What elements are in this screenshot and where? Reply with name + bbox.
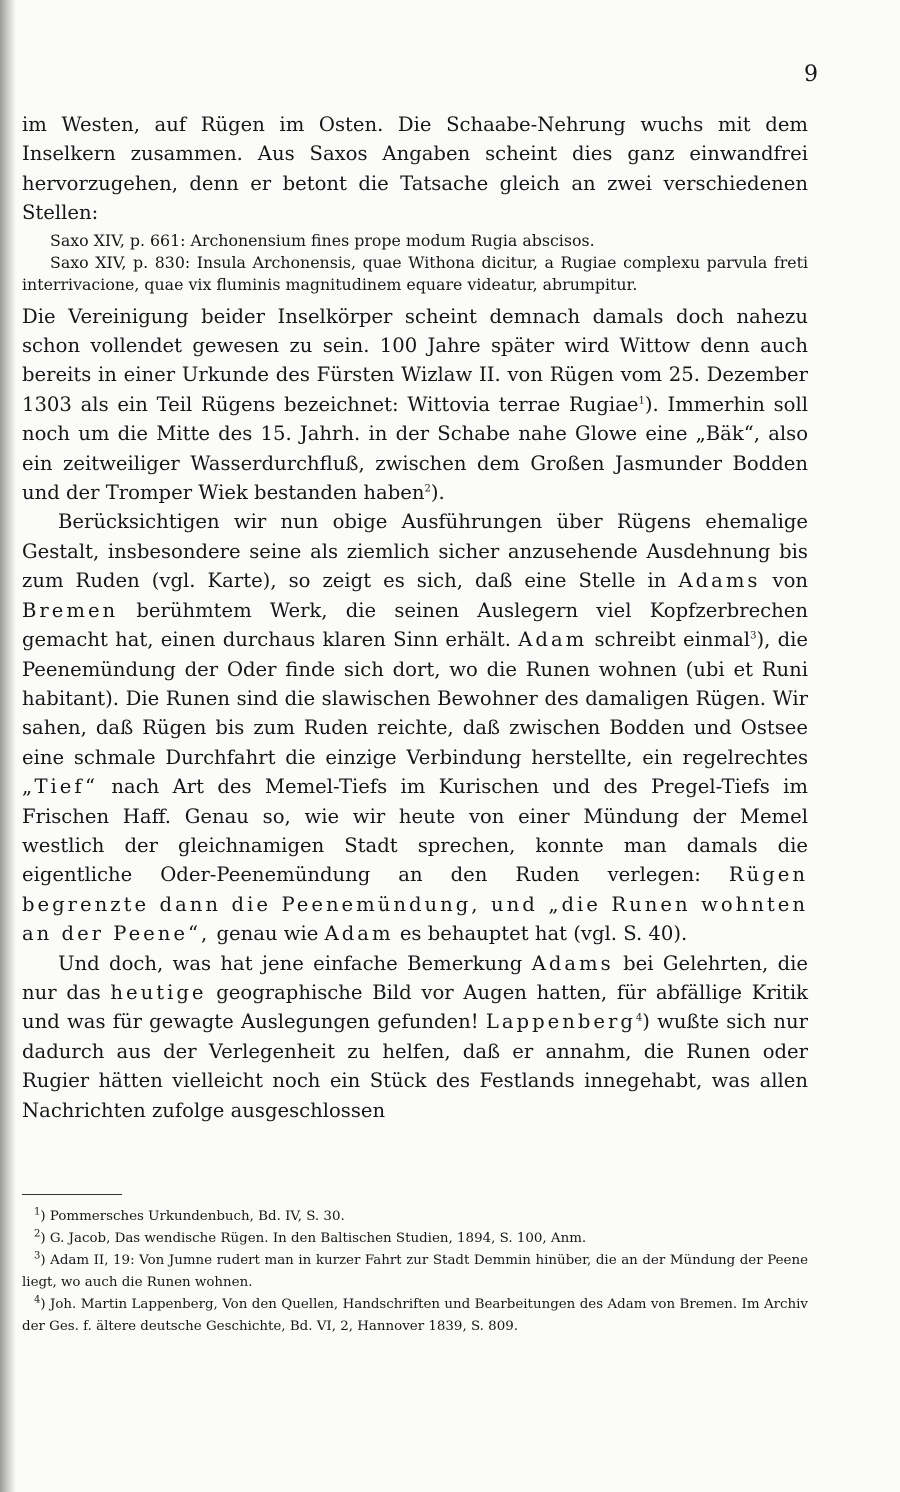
body-text	[22, 110, 808, 1125]
footnote-2-text: ) G. Jacob, Das wendische Rügen. In den Baltischen Studien, 1894, S. 100, Anm.	[40, 1231, 587, 1246]
footnote-separator	[22, 1194, 122, 1195]
footnote-mark-4: 4	[34, 1294, 41, 1306]
footnote-mark-2: 2	[34, 1228, 41, 1240]
page-edge-shadow	[0, 0, 16, 1492]
footnote-3-text: ) Adam II, 19: Von Jumne rudert man in kurzer Fahrt zur Stadt Demmin hinüber, die an der Mündung der Peene liegt, wo auch die Runen wohnen.	[22, 1253, 808, 1290]
paragraph-4-text-a: Und doch, was hat jene einfache Bemerkung	[58, 951, 523, 975]
footnotes	[22, 1206, 808, 1338]
quote-saxo-830: Saxo XIV, p. 830: Insula Archonensis, quae Withona dicitur, a Rugiae complexu parvula freti interrivacione, quae vix fluminis magnitudinem equare videatur, abrumpitur.	[22, 252, 808, 294]
spaced-name-adam-2: Adam	[324, 922, 394, 946]
footnote-ref-1: 1	[638, 395, 645, 407]
footnote-2	[22, 1228, 808, 1250]
spaced-word-heutige: heutige	[110, 980, 207, 1004]
page-number: 9	[804, 62, 818, 87]
footnote-4-text: ) Joh. Martin Lappenberg, Von den Quellen, Handschriften und Bearbeitungen des Adam von Bremen. Im Archiv der Ges. f. ältere deutsche Geschichte, Bd. VI, 2, Hannover 1839, S. 809.	[22, 1297, 808, 1334]
paragraph-2-text-c: ).	[430, 481, 445, 505]
footnote-ref-4: 4	[635, 1012, 643, 1024]
footnote-ref-3: 3	[750, 630, 757, 642]
paragraph-4-text-c: geographische Bild vor Augen hatten, für abfällige Kritik und was für gewagte Auslegungen gefunden!	[22, 980, 809, 1034]
paragraph-3-text-e: ), die Peenemündung der Oder finde sich dort, wo die Runen wohnen (ubi et Runi habitant). Die Runen sind die slawischen Bewohner des damaligen Rügen. Wir sahen, daß Rügen bis zum Ruden reichte, daß zwischen Bodden und Ostsee eine schmale Durchfahrt die einzige Verbindung herstellte, ein regelrechtes	[22, 628, 808, 769]
paragraph-2	[22, 302, 808, 508]
paragraph-3-text-h: es behauptet hat (vgl. S. 40).	[399, 922, 688, 946]
paragraph-3-text-b: von	[772, 569, 809, 593]
paragraph-4-text-b: bei Gelehrten, die nur das	[22, 951, 808, 1004]
spaced-sentence: Rügen begrenzte dann die Peenemündung, und „die Runen wohnten an der Peene“,	[22, 863, 808, 946]
paragraph-3-text-g: genau wie	[216, 922, 319, 946]
paragraph-3-text-c: berühmtem Werk, die seinen Auslegern viel Kopfzerbrechen gemacht hat, einen durchaus klaren Sinn erhält.	[22, 598, 808, 652]
paragraph-3-text-a: Berücksichtigen wir nun obige Ausführungen über Rügens ehemalige Gestalt, insbesondere seine als ziemlich sicher anzusehende Ausdehnung bis zum Ruden (vgl. Karte), so zeigt es sich, daß eine Stelle in	[22, 510, 808, 593]
footnote-4	[22, 1294, 808, 1338]
spaced-name-bremen: Bremen	[22, 598, 119, 622]
quote-saxo-661: Saxo XIV, p. 661: Archonensium fines prope modum Rugia abscisos.	[50, 230, 595, 250]
spaced-name-adams-2: Adams	[531, 951, 614, 975]
spaced-name-lappenberg: Lappenberg	[485, 1010, 636, 1034]
footnote-3	[22, 1250, 808, 1294]
footnote-mark-3: 3	[34, 1250, 41, 1262]
spaced-name-adams: Adams	[678, 569, 761, 593]
paragraph-3-text-f: nach Art des Memel-Tiefs im Kurischen und des Pregel-Tiefs im Frischen Haff. Genau so, wie wir heute von einer Mündung der Memel westlich der gleichnamigen Stadt sprechen, konnte man damals die eigentliche Oder-Peenemündung an den Ruden verlegen:	[22, 775, 808, 887]
quotation-block	[22, 230, 808, 296]
paragraph-3	[22, 507, 808, 948]
spaced-name-adam: Adam	[518, 628, 588, 652]
paragraph-2-text-b: ). Immerhin soll noch um die Mitte des 15. Jahrh. in der Schabe nahe Glowe eine „Bäk“, also ein zeitweiliger Wasserdurchfluß, zwischen dem Großen Jasmunder Bodden und der Tromper Wiek bestanden haben	[22, 392, 808, 505]
spaced-word-tief: „Tief“	[22, 775, 99, 799]
paragraph-1: im Westen, auf Rügen im Osten. Die Schaabe-Nehrung wuchs mit dem Inselkern zusammen. Aus Saxos Angaben scheint dies ganz einwandfrei hervorzugehen, denn er betont die Tatsache gleich an zwei verschiedenen Stellen:	[22, 113, 808, 225]
paragraph-4	[22, 949, 808, 1125]
footnote-mark-1: 1	[34, 1206, 41, 1218]
footnote-1-text: ) Pommersches Urkundenbuch, Bd. IV, S. 30.	[40, 1209, 345, 1224]
paragraph-3-text-d: schreibt einmal	[594, 628, 751, 652]
paragraph-4-text-d: ) wußte sich nur dadurch aus der Verlegenheit zu helfen, daß er annahm, die Runen oder Rugier hätten vielleicht noch ein Stück des Festlands innegehabt, was allen Nachrichten zufolge ausgeschlossen	[22, 1010, 809, 1122]
footnote-1	[22, 1206, 808, 1228]
paragraph-2-text-a: Die Vereinigung beider Inselkörper scheint demnach damals doch nahezu schon vollendet gewesen zu sein. 100 Jahre später wird Wittow denn auch bereits in einer Urkunde des Fürsten Wizlaw II. von Rügen vom 25. Dezember 1303 als ein Teil Rügens bezeichnet: Wittovia terrae Rugiae	[22, 304, 808, 416]
footnote-ref-2: 2	[424, 483, 431, 495]
